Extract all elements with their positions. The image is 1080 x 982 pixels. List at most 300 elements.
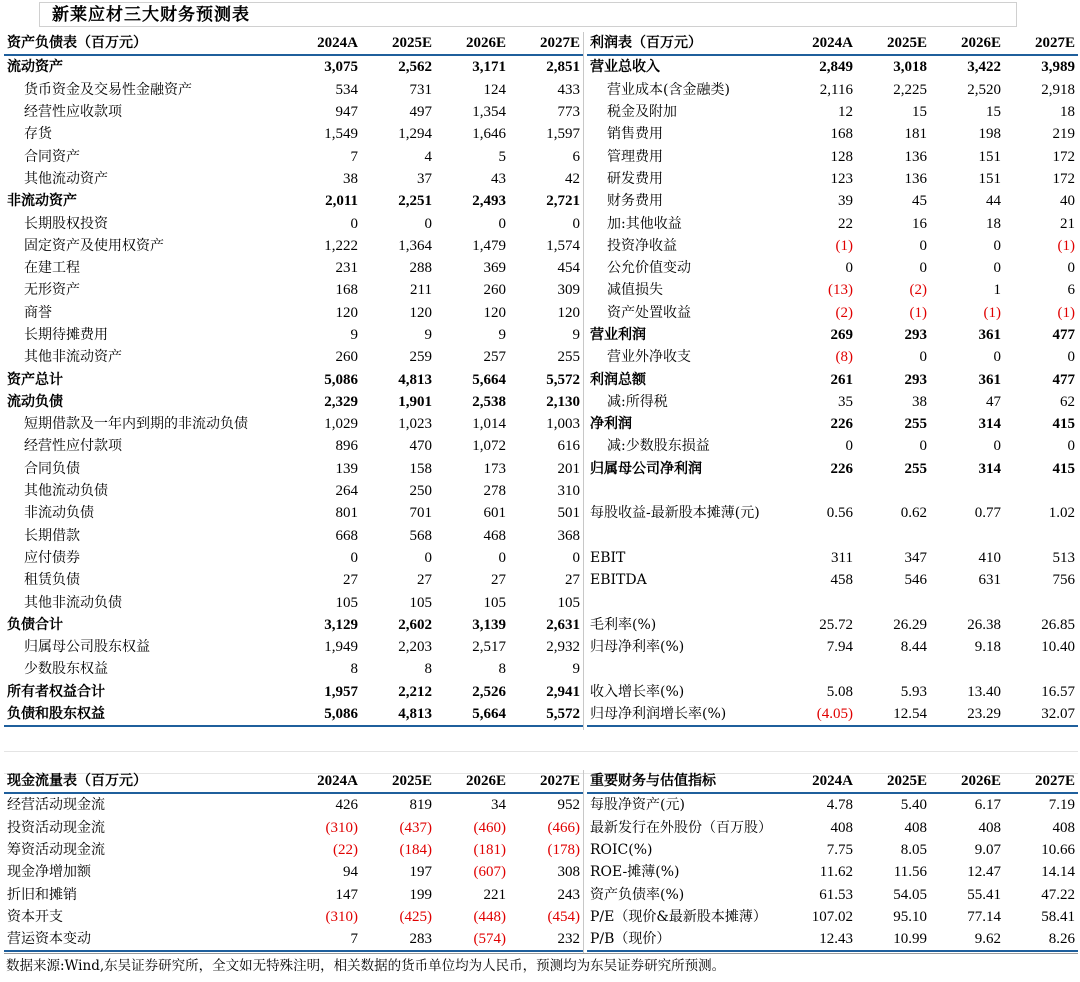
value-cell: 0	[350, 549, 358, 566]
value-cell: 309	[557, 282, 580, 299]
table-row	[587, 212, 1078, 234]
table-row	[4, 101, 583, 123]
value-cell: 11.56	[893, 864, 927, 881]
value-cell: 168	[830, 126, 853, 143]
row-label: 资本开支	[7, 908, 63, 925]
value-cell: 10.66	[1041, 842, 1075, 859]
column-header: 2026E	[930, 770, 1004, 793]
table-row	[587, 458, 1078, 480]
value-cell: 11.62	[819, 864, 853, 881]
value-cell: 16.57	[1041, 683, 1075, 700]
value-cell: 0	[993, 349, 1001, 366]
row-label: ROIC(%)	[590, 842, 653, 859]
value-cell: 32.07	[1004, 703, 1078, 726]
value-cell: 433	[557, 81, 580, 98]
value-cell: 0	[993, 237, 1001, 254]
value-cell: 9	[350, 327, 358, 343]
value-cell: (425)	[399, 908, 432, 925]
value-cell: (8)	[835, 349, 853, 366]
value-cell: 13.40	[967, 683, 1001, 700]
value-cell: 947	[335, 104, 358, 121]
value-cell: 61.53	[819, 886, 853, 903]
value-cell: 513	[1052, 549, 1075, 566]
row-label: 无形资产	[24, 282, 80, 299]
value-cell: 9	[572, 661, 580, 678]
value-cell: (454)	[547, 908, 580, 925]
value-cell: 2,538	[472, 393, 506, 410]
row-label: P/E（现价&最新股本摊薄）	[590, 908, 767, 925]
value-cell: 497	[409, 104, 432, 121]
value-cell: 616	[557, 438, 580, 455]
value-cell: 259	[409, 349, 432, 366]
table-row	[4, 79, 583, 101]
table-row	[4, 324, 583, 346]
value-cell: 0	[350, 215, 358, 232]
table-row	[587, 302, 1078, 324]
table-row	[4, 235, 583, 257]
value-cell: 1,957	[324, 683, 358, 700]
table-row	[587, 636, 1078, 658]
value-cell: 4,813	[361, 703, 435, 726]
value-cell: 47	[986, 393, 1001, 410]
value-cell: 158	[409, 460, 432, 477]
value-cell: 9.62	[930, 928, 1004, 951]
value-cell: 197	[409, 864, 432, 881]
value-cell: 1,646	[472, 126, 506, 143]
column-divider-top	[583, 32, 584, 730]
column-header: 2025E	[856, 770, 930, 793]
value-cell: 2,526	[472, 683, 506, 700]
value-cell	[856, 591, 930, 613]
value-cell: 0	[919, 260, 927, 277]
row-label: 营业成本(含金融类)	[607, 81, 730, 98]
value-cell: 18	[1060, 104, 1075, 121]
value-cell: (466)	[547, 819, 580, 836]
table-row	[587, 883, 1078, 905]
row-label	[587, 658, 782, 680]
value-cell: 347	[904, 549, 927, 566]
page-title: 新莱应材三大财务预测表	[52, 5, 250, 25]
value-cell: 477	[1052, 327, 1075, 343]
table-row	[4, 413, 583, 435]
value-cell: 0	[572, 215, 580, 232]
table-row	[4, 458, 583, 480]
value-cell: 534	[335, 81, 358, 98]
value-cell: 107.02	[811, 908, 853, 925]
value-cell: 0	[919, 438, 927, 455]
row-label: 非流动负债	[24, 505, 94, 522]
value-cell: 5.40	[900, 797, 927, 814]
row-label: 负债和股东权益	[4, 703, 287, 726]
value-cell: 9.07	[974, 842, 1001, 859]
table-row	[587, 168, 1078, 190]
table-row	[4, 257, 583, 279]
table-row	[587, 658, 1078, 680]
row-label: 投资净收益	[607, 237, 677, 254]
table-row	[587, 368, 1078, 390]
value-cell: 293	[904, 327, 927, 343]
table-row	[4, 145, 583, 167]
value-cell: 9.18	[974, 639, 1001, 656]
value-cell: 168	[335, 282, 358, 299]
value-cell: 601	[483, 505, 506, 522]
value-cell	[1004, 525, 1078, 547]
value-cell: 293	[904, 371, 927, 388]
value-cell: 6.17	[974, 797, 1001, 814]
value-cell	[930, 525, 1004, 547]
value-cell: 2,918	[1041, 81, 1075, 98]
value-cell: 8.44	[900, 639, 927, 656]
table-row	[4, 636, 583, 658]
value-cell: (1)	[1057, 237, 1075, 254]
table-row	[587, 55, 1078, 78]
row-label: 长期待摊费用	[24, 327, 108, 343]
value-cell: (607)	[473, 864, 506, 881]
value-cell: 2,329	[324, 393, 358, 410]
value-cell: 1,023	[398, 416, 432, 433]
table-row	[587, 861, 1078, 883]
value-cell: 1,901	[398, 393, 432, 410]
value-cell: 43	[491, 170, 506, 187]
value-cell: 0	[498, 549, 506, 566]
table-row	[587, 502, 1078, 524]
value-cell	[930, 480, 1004, 502]
table-header-row	[4, 32, 583, 55]
value-cell: 120	[483, 304, 506, 321]
value-cell: 2,562	[398, 59, 432, 76]
value-cell: 1	[993, 282, 1001, 299]
row-label: P/B（现价）	[587, 928, 782, 951]
column-header: 2024A	[782, 770, 856, 793]
value-cell: 26.29	[893, 616, 927, 633]
value-cell: 468	[483, 527, 506, 544]
row-label: 营业总收入	[590, 59, 660, 76]
column-header: 2027E	[509, 32, 583, 55]
table-row	[587, 703, 1078, 726]
value-cell: 25.72	[819, 616, 853, 633]
value-cell: (22)	[333, 842, 358, 859]
column-header: 2024A	[287, 770, 361, 793]
value-cell: 14.14	[1041, 864, 1075, 881]
table-row	[587, 79, 1078, 101]
value-cell: 6	[572, 148, 580, 165]
value-cell: 701	[409, 505, 432, 522]
column-header: 2027E	[1004, 32, 1078, 55]
table-row	[587, 547, 1078, 569]
value-cell: 264	[335, 483, 358, 500]
value-cell: 35	[838, 393, 853, 410]
row-label: 归属母公司股东权益	[24, 639, 150, 656]
table-row	[587, 123, 1078, 145]
value-cell: 62	[1060, 393, 1075, 410]
value-cell: 801	[335, 505, 358, 522]
value-cell: 415	[1052, 416, 1075, 433]
value-cell: 0	[845, 260, 853, 277]
row-label: 管理费用	[607, 148, 663, 165]
column-header: 2026E	[435, 32, 509, 55]
value-cell: 4.78	[826, 797, 853, 814]
value-cell: (178)	[547, 842, 580, 859]
value-cell	[930, 658, 1004, 680]
value-cell: 1,364	[398, 237, 432, 254]
source-note: 数据来源:Wind,东吴证券研究所，全文如无特殊注明，相关数据的货币单位均为人民币，预测均为东吴证券研究所预测。	[4, 953, 1078, 977]
value-cell: 27	[491, 572, 506, 589]
table-row	[587, 793, 1078, 816]
value-cell: 3,422	[967, 59, 1001, 76]
value-cell: 2,932	[546, 639, 580, 656]
table-row	[587, 324, 1078, 346]
table-row	[4, 502, 583, 524]
value-cell: 198	[978, 126, 1001, 143]
table-row	[4, 817, 583, 839]
table-title: 利润表（百万元）	[587, 32, 782, 55]
table-row	[4, 839, 583, 861]
value-cell	[856, 480, 930, 502]
column-header: 2027E	[509, 770, 583, 793]
row-label: 应付债券	[24, 549, 80, 566]
value-cell: 3,139	[472, 616, 506, 633]
table-row	[4, 928, 583, 951]
value-cell: 172	[1052, 170, 1075, 187]
row-label: 最新发行在外股份（百万股）	[590, 819, 772, 836]
row-label: 资产处置收益	[607, 304, 691, 321]
table-header-row	[587, 32, 1078, 55]
value-cell: 470	[409, 438, 432, 455]
value-cell: 410	[978, 549, 1001, 566]
value-cell	[856, 658, 930, 680]
row-label: 所有者权益合计	[7, 683, 105, 700]
value-cell: 128	[830, 148, 853, 165]
table-row	[4, 703, 583, 726]
value-cell: 1,029	[324, 416, 358, 433]
value-cell: 731	[409, 81, 432, 98]
row-label	[587, 480, 782, 502]
value-cell: 8	[424, 661, 432, 678]
value-cell: 568	[409, 527, 432, 544]
value-cell: (310)	[325, 908, 358, 925]
table-row	[587, 928, 1078, 951]
value-cell: 23.29	[930, 703, 1004, 726]
table-row	[587, 346, 1078, 368]
value-cell: 3,171	[472, 59, 506, 76]
table-row	[4, 302, 583, 324]
value-cell: 0	[993, 438, 1001, 455]
value-cell: 136	[904, 148, 927, 165]
column-header: 2027E	[1004, 770, 1078, 793]
value-cell: 2,225	[893, 81, 927, 98]
value-cell: 8.26	[1004, 928, 1078, 951]
value-cell: 6	[1067, 282, 1075, 299]
table-header-row	[4, 770, 583, 793]
row-label: 投资活动现金流	[7, 819, 105, 836]
value-cell: 42	[565, 170, 580, 187]
value-cell: 39	[838, 193, 853, 210]
value-cell: (437)	[399, 819, 432, 836]
value-cell: 415	[1052, 460, 1075, 477]
table-row	[587, 101, 1078, 123]
table-title: 重要财务与估值指标	[587, 770, 782, 793]
value-cell: 0.77	[974, 505, 1001, 522]
table-row	[4, 123, 583, 145]
value-cell: 172	[1052, 148, 1075, 165]
table-row	[4, 190, 583, 212]
value-cell: 26.38	[967, 616, 1001, 633]
row-label: 在建工程	[24, 260, 80, 277]
value-cell: 501	[557, 505, 580, 522]
row-label: 营运资本变动	[4, 928, 287, 951]
value-cell: 255	[904, 460, 927, 477]
value-cell: 5,664	[435, 703, 509, 726]
row-label: 其他非流动负债	[24, 594, 122, 611]
balance-sheet-table	[4, 32, 583, 727]
value-cell: 458	[830, 572, 853, 589]
value-cell: 5.08	[826, 683, 853, 700]
value-cell: 40	[1060, 193, 1075, 210]
row-label: 减:少数股东损益	[607, 438, 710, 455]
value-cell: 2,212	[398, 683, 432, 700]
value-cell: 45	[912, 193, 927, 210]
row-label: 其他流动负债	[24, 483, 108, 500]
table-title: 现金流量表（百万元）	[4, 770, 287, 793]
value-cell: (13)	[828, 282, 853, 299]
value-cell: 896	[335, 438, 358, 455]
table-row	[4, 861, 583, 883]
row-label: 营业外净收支	[607, 349, 691, 366]
value-cell: 47.22	[1041, 886, 1075, 903]
value-cell: 15	[986, 104, 1001, 121]
value-cell: (1)	[835, 237, 853, 254]
value-cell: 105	[409, 594, 432, 611]
row-label: 固定资产及使用权资产	[24, 237, 164, 254]
value-cell: (1)	[1057, 304, 1075, 321]
row-label: 负债合计	[7, 616, 63, 633]
value-cell: 477	[1052, 371, 1075, 388]
table-row	[587, 817, 1078, 839]
row-label: 租赁负债	[24, 572, 80, 589]
row-label: 每股收益-最新股本摊薄(元)	[590, 505, 760, 522]
value-cell: 120	[335, 304, 358, 321]
value-cell: 9	[424, 327, 432, 343]
value-cell: 124	[483, 81, 506, 98]
value-cell: 147	[335, 886, 358, 903]
table-row	[587, 145, 1078, 167]
row-label: 经营活动现金流	[7, 797, 105, 814]
column-header: 2025E	[361, 32, 435, 55]
value-cell	[782, 658, 856, 680]
value-cell	[930, 591, 1004, 613]
value-cell: 211	[410, 282, 432, 299]
value-cell: 136	[904, 170, 927, 187]
table-row	[587, 190, 1078, 212]
value-cell: 5,086	[324, 371, 358, 388]
row-label: 销售费用	[607, 126, 663, 143]
row-label	[587, 591, 782, 613]
value-cell: 0	[919, 349, 927, 366]
value-cell: 151	[978, 148, 1001, 165]
value-cell: 4	[424, 148, 432, 165]
table-row	[587, 435, 1078, 457]
ratios-panel	[587, 770, 1078, 952]
cashflow-table	[4, 770, 583, 952]
value-cell: 0	[1067, 260, 1075, 277]
table-row	[587, 235, 1078, 257]
value-cell: 54.05	[893, 886, 927, 903]
title-box	[39, 2, 1017, 27]
table-row	[4, 480, 583, 502]
table-row	[587, 569, 1078, 591]
value-cell: 16	[912, 215, 927, 232]
table-row	[587, 279, 1078, 301]
value-cell	[1004, 591, 1078, 613]
value-cell: 1,354	[472, 104, 506, 121]
table-row	[4, 279, 583, 301]
value-cell: 26.85	[1041, 616, 1075, 633]
value-cell: 1,479	[472, 237, 506, 254]
value-cell: 38	[912, 393, 927, 410]
table-row	[4, 591, 583, 613]
value-cell: 546	[904, 572, 927, 589]
value-cell: (460)	[473, 819, 506, 836]
table-row	[4, 906, 583, 928]
table-row	[4, 547, 583, 569]
row-label: 研发费用	[607, 170, 663, 187]
row-label: 归母净利率(%)	[590, 639, 685, 656]
value-cell: 105	[335, 594, 358, 611]
value-cell: 8	[350, 661, 358, 678]
value-cell: 34	[491, 797, 506, 814]
value-cell: 10.40	[1041, 639, 1075, 656]
value-cell	[856, 525, 930, 547]
value-cell: 314	[978, 416, 1001, 433]
row-label: 减值损失	[607, 282, 663, 299]
value-cell: 1.02	[1048, 505, 1075, 522]
value-cell: 1,949	[324, 639, 358, 656]
value-cell: 2,116	[819, 81, 853, 98]
value-cell: 283	[361, 928, 435, 951]
value-cell: (1)	[983, 304, 1001, 321]
row-label	[587, 525, 782, 547]
column-header: 2026E	[435, 770, 509, 793]
value-cell: 1,003	[546, 416, 580, 433]
value-cell: (310)	[325, 819, 358, 836]
value-cell: 221	[483, 886, 506, 903]
column-header: 2024A	[287, 32, 361, 55]
value-cell: 3,989	[1041, 59, 1075, 76]
value-cell: 9	[572, 327, 580, 343]
value-cell	[1004, 480, 1078, 502]
value-cell: 105	[557, 594, 580, 611]
row-label: EBIT	[590, 549, 626, 566]
value-cell: (1)	[909, 304, 927, 321]
row-label: 每股净资产(元)	[590, 797, 685, 814]
value-cell: 5,086	[287, 703, 361, 726]
value-cell: 2,520	[967, 81, 1001, 98]
value-cell: 2,941	[546, 683, 580, 700]
row-label: 净利润	[590, 416, 632, 433]
table-row	[4, 569, 583, 591]
value-cell: 243	[557, 886, 580, 903]
value-cell: 773	[557, 104, 580, 121]
value-cell: 1,014	[472, 416, 506, 433]
value-cell: 310	[557, 483, 580, 500]
value-cell: 95.10	[893, 908, 927, 925]
row-label: 资产总计	[7, 371, 63, 388]
value-cell: 0	[993, 260, 1001, 277]
value-cell: 1,222	[324, 237, 358, 254]
value-cell: 2,631	[546, 616, 580, 633]
row-label: 商誉	[24, 304, 52, 321]
value-cell: 0	[498, 215, 506, 232]
